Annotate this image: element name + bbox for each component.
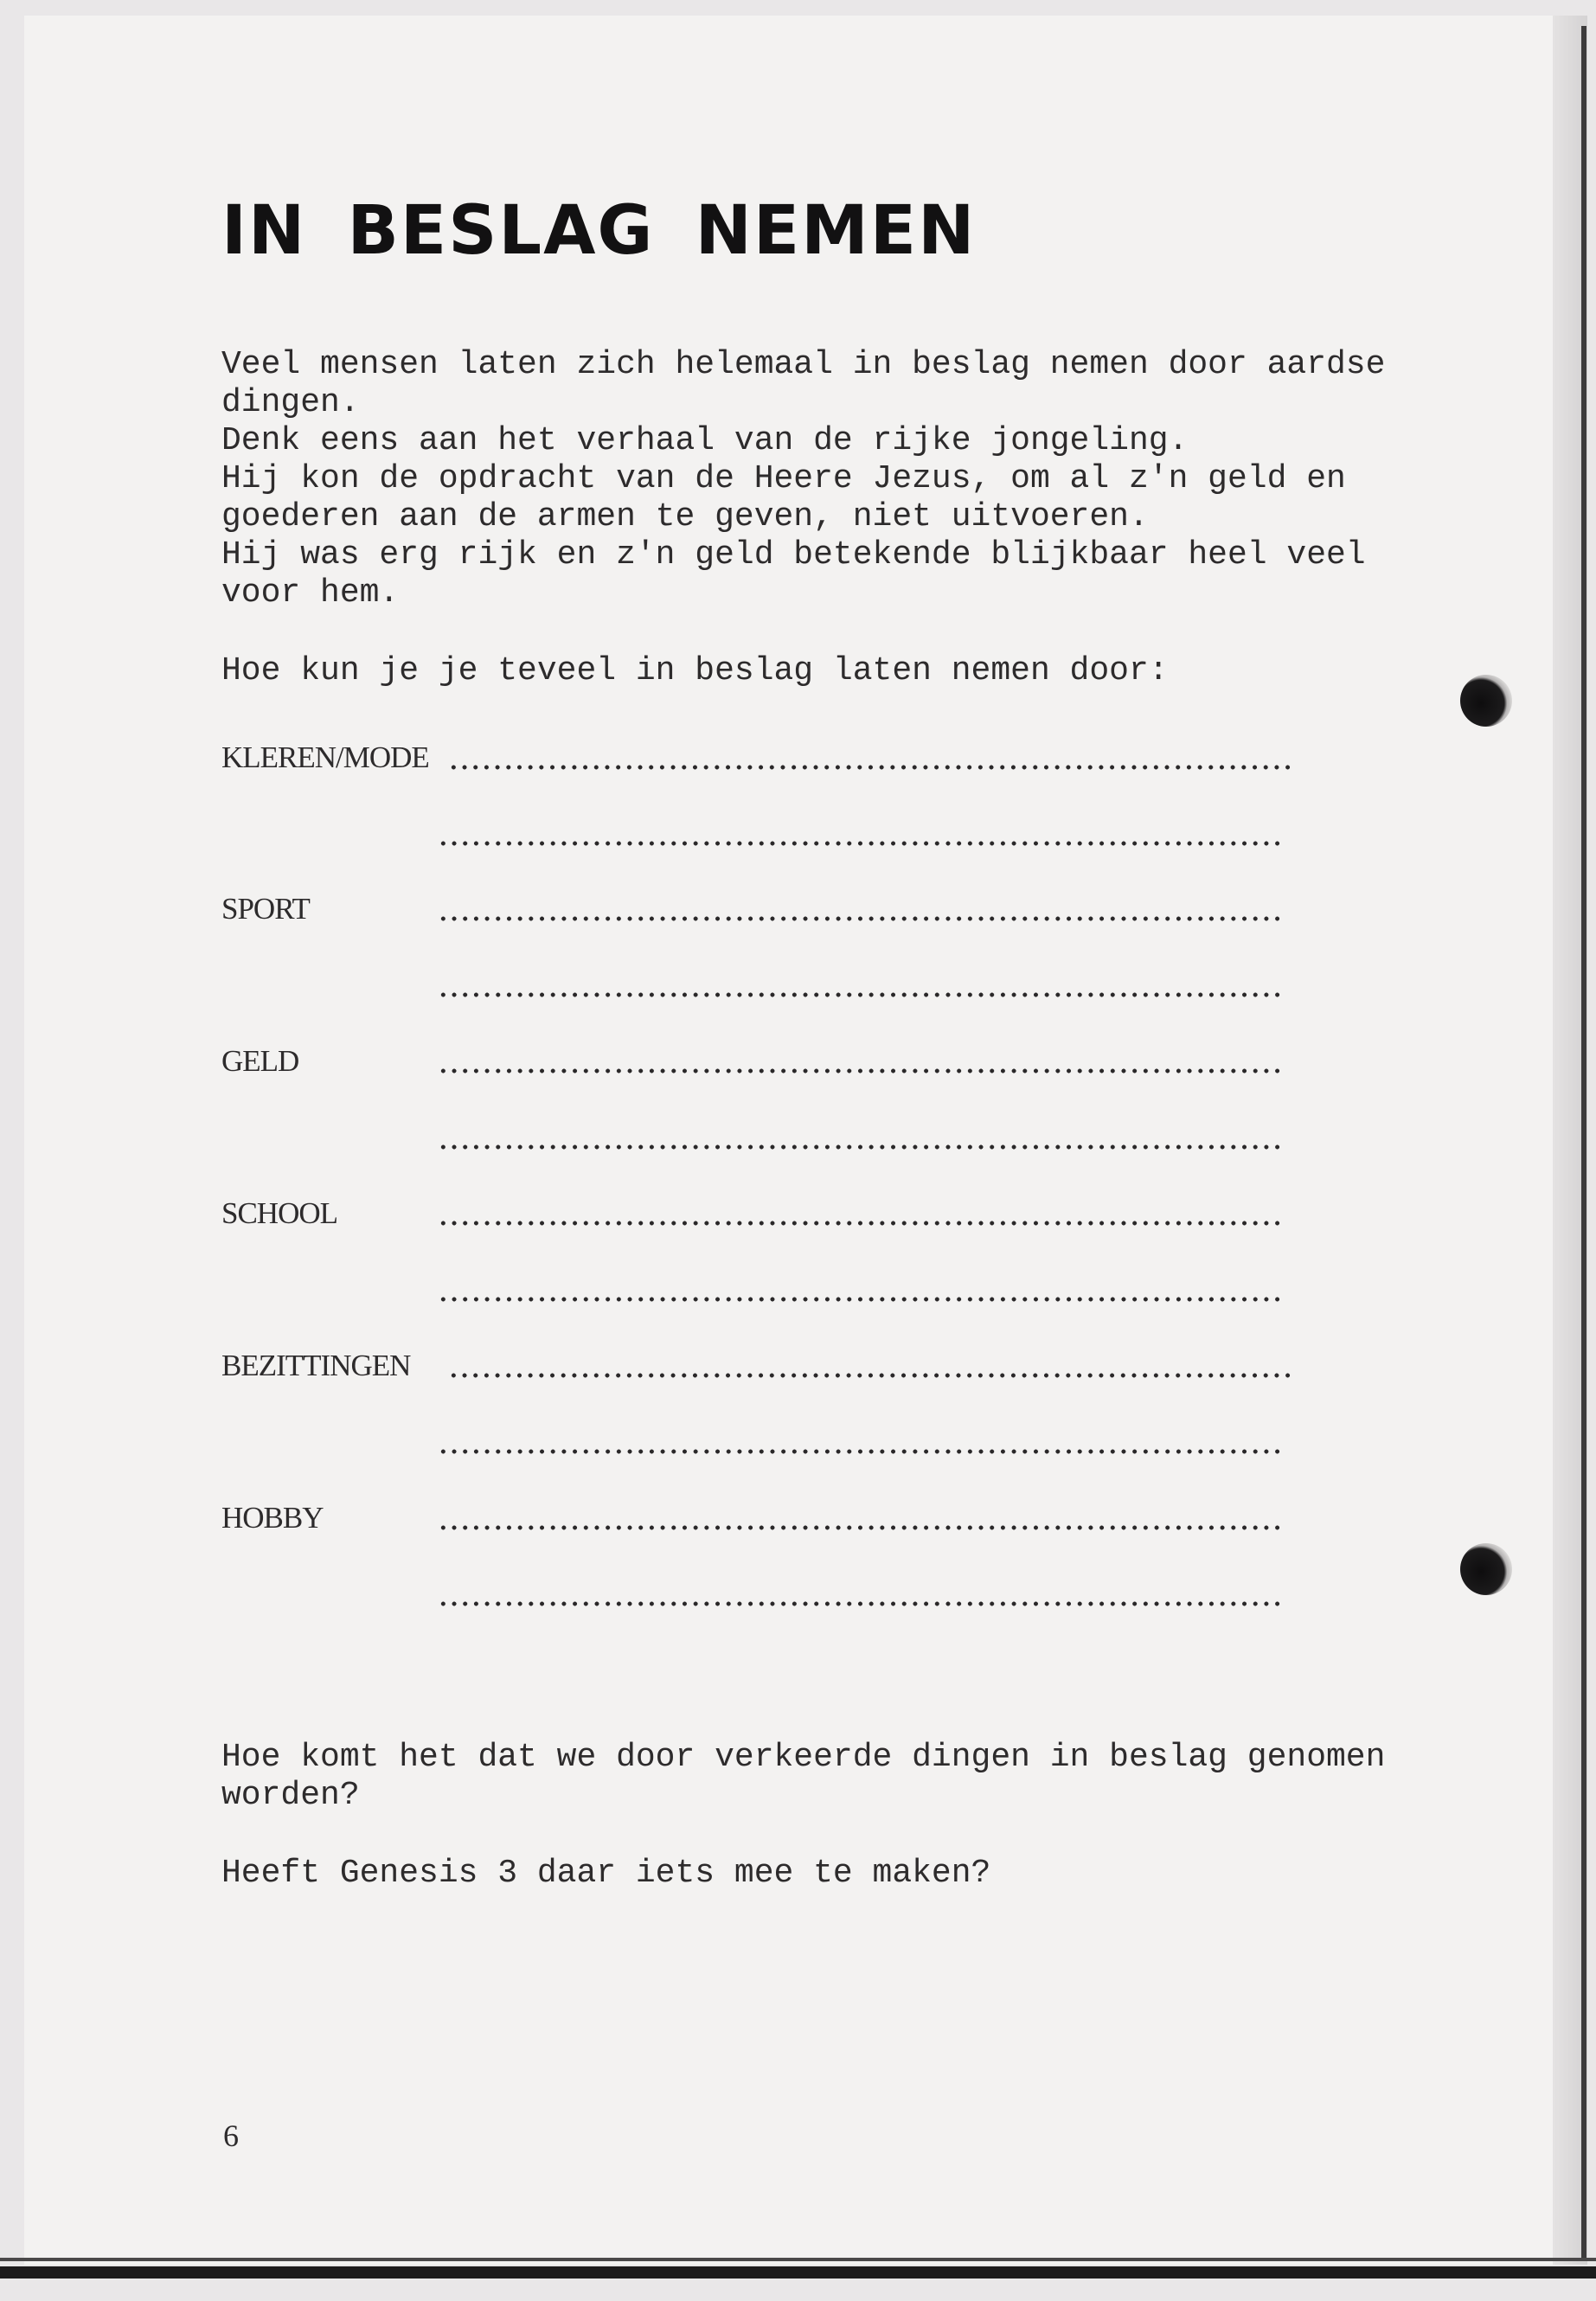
answer-row-sport [221, 885, 1346, 928]
category-label: HOBBY [221, 1501, 324, 1535]
answer-row-school [221, 1189, 1346, 1233]
closing-question-line: Hoe komt het dat we door verkeerde dingen in beslag genomen [221, 1739, 1386, 1776]
category-label: KLEREN/MODE [221, 740, 429, 774]
answer-row-continuation [221, 810, 1346, 853]
answer-dotted-line[interactable] [438, 1144, 1281, 1150]
intro-line: voor hem. [221, 574, 400, 612]
answer-dotted-line[interactable] [438, 1601, 1281, 1606]
punch-hole-bottom [1460, 1543, 1512, 1595]
intro-line: dingen. [221, 384, 360, 421]
bottom-edge-line [0, 2258, 1596, 2261]
answer-dotted-line[interactable] [438, 1221, 1281, 1226]
answer-row-geld [221, 1037, 1346, 1080]
answer-dotted-line[interactable] [438, 1297, 1281, 1302]
answer-dotted-line[interactable] [438, 1068, 1281, 1074]
answer-dotted-line[interactable] [438, 1525, 1281, 1530]
page-title: IN BESLAG NEMEN [221, 192, 977, 270]
answer-dotted-line[interactable] [448, 765, 1292, 770]
answer-dotted-line[interactable] [438, 841, 1281, 846]
answer-row-continuation [221, 1570, 1346, 1613]
category-label: GELD [221, 1044, 299, 1078]
page-binding-edge [1581, 26, 1586, 2258]
intro-line: goederen aan de armen te geven, niet uitvoeren. [221, 498, 1149, 535]
answer-row-kleren-mode [221, 734, 1346, 777]
answer-dotted-line[interactable] [438, 916, 1281, 921]
intro-line: Veel mensen laten zich helemaal in beslag nemen door aardse [221, 346, 1386, 383]
answer-row-continuation [221, 961, 1346, 1004]
answer-row-continuation [221, 1113, 1346, 1157]
closing-question-line: Heeft Genesis 3 daar iets mee te maken? [221, 1855, 991, 1892]
category-label: BEZITTINGEN [221, 1349, 411, 1382]
answer-dotted-line[interactable] [438, 1449, 1281, 1454]
answer-dotted-line[interactable] [448, 1373, 1292, 1378]
intro-line: Denk eens aan het verhaal van de rijke jongeling. [221, 422, 1189, 459]
intro-line: Hij kon de opdracht van de Heere Jezus, om al z'n geld en [221, 460, 1346, 497]
answer-dotted-line[interactable] [438, 992, 1281, 997]
answer-row-continuation [221, 1418, 1346, 1461]
question-intro: Hoe kun je je teveel in beslag laten nemen door: [221, 652, 1169, 689]
category-label: SPORT [221, 892, 310, 926]
bottom-edge-bar [0, 2266, 1596, 2279]
answer-row-continuation [221, 1266, 1346, 1309]
answer-row-hobby [221, 1494, 1346, 1537]
closing-question-line: worden? [221, 1777, 360, 1814]
category-label: SCHOOL [221, 1196, 338, 1230]
intro-line: Hij was erg rijk en z'n geld betekende blijkbaar heel veel [221, 536, 1366, 574]
answer-row-bezittingen [221, 1342, 1346, 1385]
punch-hole-top [1460, 675, 1512, 727]
page-number: 6 [223, 2118, 239, 2153]
